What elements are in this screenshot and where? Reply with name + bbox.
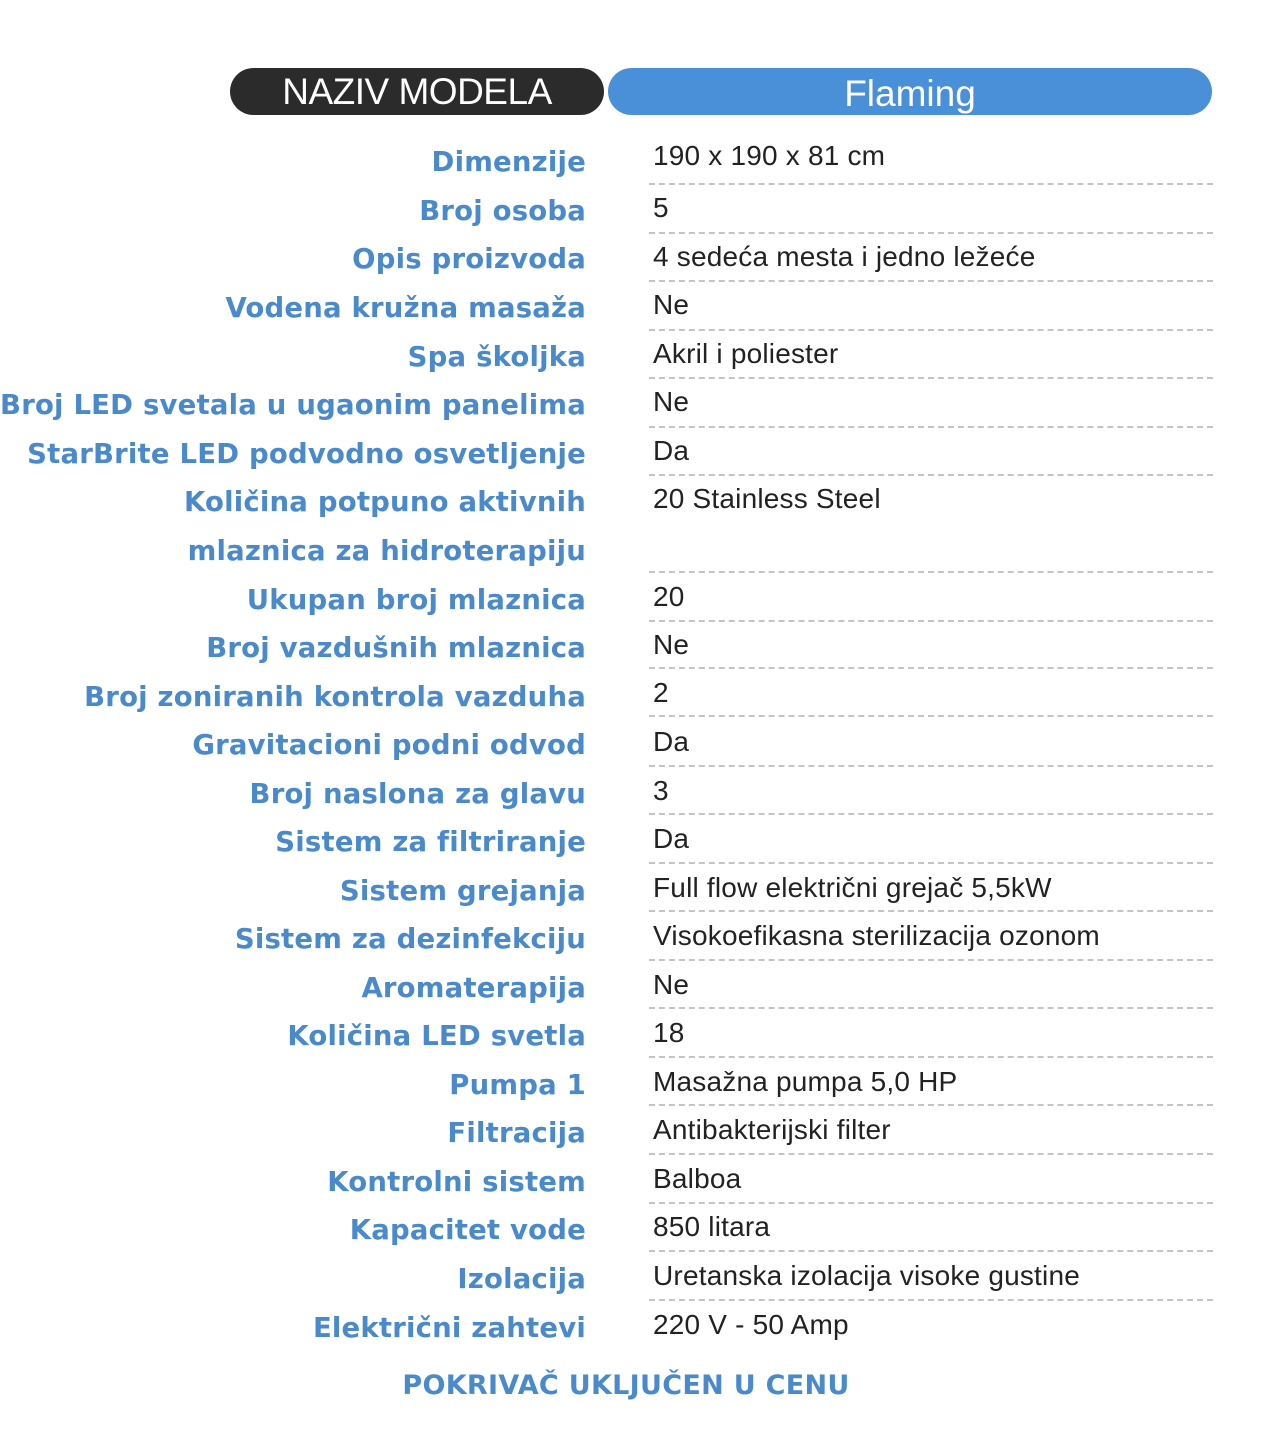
row-divider (649, 426, 1213, 428)
spec-label: Opis proizvoda (352, 243, 586, 275)
spec-label: Izolacija (457, 1263, 586, 1295)
spec-value: 2 (653, 677, 669, 708)
spec-value: Ne (653, 629, 690, 660)
row-divider (649, 620, 1213, 622)
spec-label: Broj osoba (419, 195, 586, 227)
row-divider (649, 1104, 1213, 1106)
row-divider (649, 765, 1213, 767)
spec-label-continued: mlaznica za hidroterapiju (187, 535, 586, 567)
spec-label: Spa školjka (407, 341, 586, 373)
spec-label: Kontrolni sistem (327, 1166, 586, 1198)
spec-label: Sistem za filtriranje (275, 826, 586, 858)
spec-value: Ne (653, 386, 690, 417)
spec-label: Filtracija (447, 1117, 586, 1149)
row-divider (649, 715, 1213, 717)
row-divider (649, 1153, 1213, 1155)
row-divider (649, 862, 1213, 864)
spec-label: Broj zoniranih kontrola vazduha (84, 681, 586, 713)
model-name-value: Flaming (608, 68, 1212, 115)
spec-label: Količina LED svetla (287, 1020, 586, 1052)
spec-value: 18 (653, 1017, 685, 1048)
row-divider (649, 813, 1213, 815)
spec-value: 5 (653, 192, 669, 223)
spec-value: Antibakterijski filter (653, 1114, 891, 1145)
spec-value: 3 (653, 775, 669, 806)
spec-value: Masažna pumpa 5,0 HP (653, 1066, 958, 1097)
spec-value: Ne (653, 289, 690, 320)
spec-label: Vodena kružna masaža (225, 292, 586, 324)
row-divider (649, 571, 1213, 573)
spec-label: Električni zahtevi (312, 1312, 586, 1344)
spec-label: Pumpa 1 (449, 1069, 586, 1101)
row-divider (649, 667, 1213, 669)
spec-label: StarBrite LED podvodno osvetljenje (27, 438, 586, 470)
cover-included-note: POKRIVAČ UKLJUČEN U CENU (402, 1370, 850, 1401)
spec-label: Aromaterapija (361, 972, 586, 1004)
spec-label: Broj vazdušnih mlaznica (206, 632, 586, 664)
row-divider (649, 280, 1213, 282)
spec-label: Dimenzije (431, 146, 586, 178)
row-divider (649, 1056, 1213, 1058)
spec-value: 20 Stainless Steel (653, 483, 881, 514)
spec-label: Količina potpuno aktivnih (184, 486, 586, 518)
row-divider (649, 1202, 1213, 1204)
row-divider (649, 1299, 1213, 1301)
spec-value: Visokoefikasna sterilizacija ozonom (653, 920, 1100, 951)
spec-label: Gravitacioni podni odvod (192, 729, 586, 761)
spec-value: Ne (653, 969, 690, 1000)
spec-value: 4 sedeća mesta i jedno ležeće (653, 241, 1036, 272)
model-name-header: NAZIV MODELA (230, 68, 604, 115)
spec-value: Full flow električni grejač 5,5kW (653, 872, 1052, 903)
spec-value: 190 x 190 x 81 cm (653, 140, 886, 171)
spec-label: Ukupan broj mlaznica (246, 584, 586, 616)
spec-label: Broj LED svetala u ugaonim panelima (0, 389, 586, 421)
spec-value: Da (653, 435, 690, 466)
spec-value: Da (653, 823, 690, 854)
spec-value: Balboa (653, 1163, 742, 1194)
spec-label: Kapacitet vode (349, 1214, 586, 1246)
spec-label: Sistem grejanja (339, 875, 586, 907)
row-divider (649, 329, 1213, 331)
spec-value: Uretanska izolacija visoke gustine (653, 1260, 1081, 1291)
spec-label: Broj naslona za glavu (249, 778, 586, 810)
row-divider (649, 910, 1213, 912)
row-divider (649, 232, 1213, 234)
row-divider (649, 183, 1213, 185)
spec-value: Akril i poliester (653, 338, 839, 369)
spec-value: Da (653, 726, 690, 757)
spec-label: Sistem za dezinfekciju (234, 923, 586, 955)
spec-value: 20 (653, 581, 685, 612)
spec-value: 220 V - 50 Amp (653, 1309, 849, 1340)
row-divider (649, 959, 1213, 961)
row-divider (649, 1007, 1213, 1009)
row-divider (649, 474, 1213, 476)
spec-value: 850 litara (653, 1211, 771, 1242)
row-divider (649, 377, 1213, 379)
row-divider (649, 1250, 1213, 1252)
